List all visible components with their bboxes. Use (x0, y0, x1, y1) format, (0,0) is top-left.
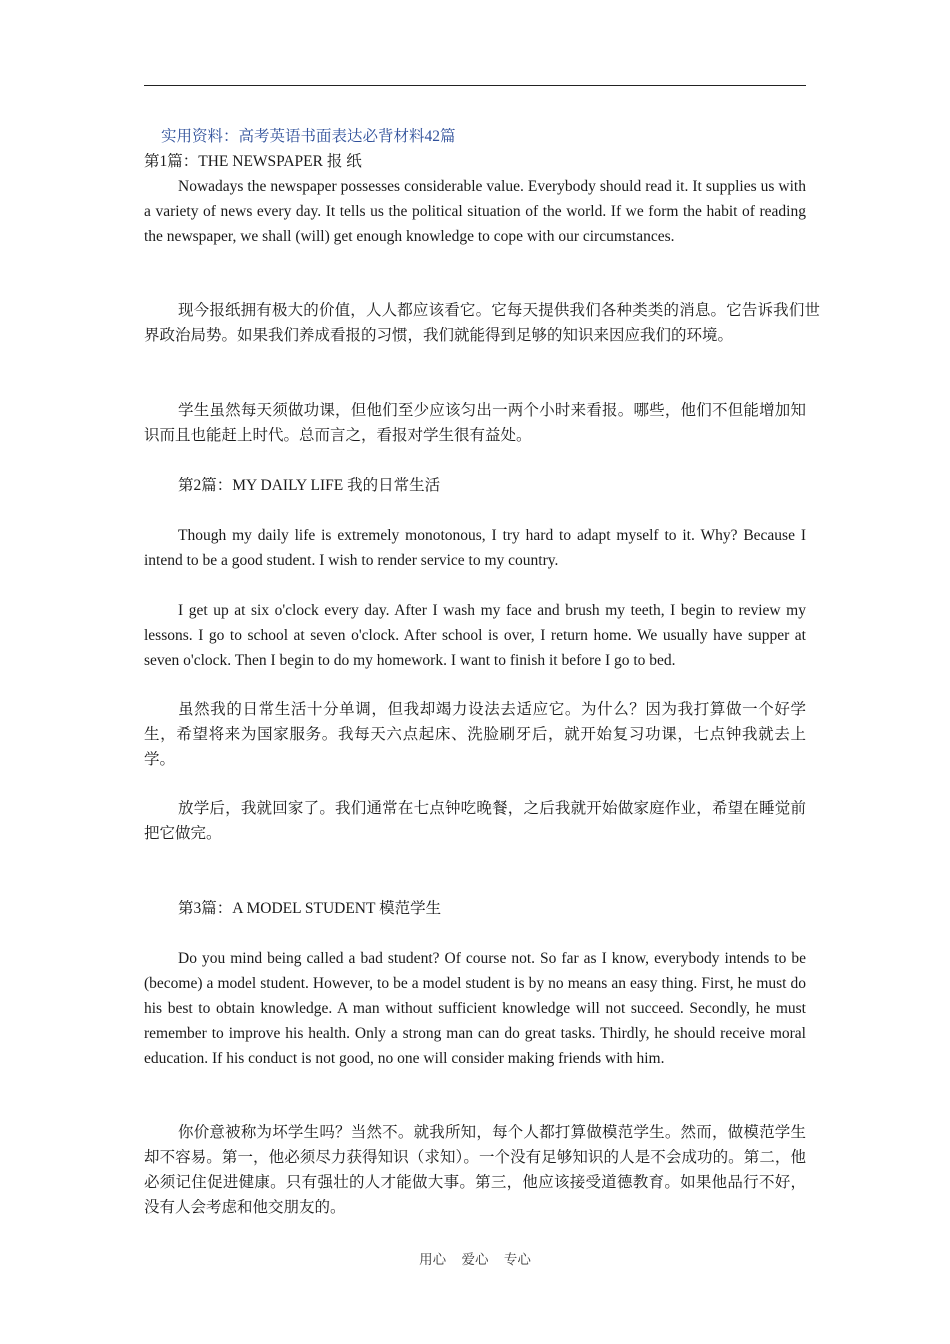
section-3-chinese-paragraph: 你价意被称为坏学生吗？当然不。就我所知，每个人都打算做模范学生。然而，做模范学生却不容易。第一，他必须尽力获得知识（求知）。一个没有足够知识的人是不会成功的。第二，他必须记住促进健康。只有强壮的人才能做大事。第三，他应该接受道德教育。如果他品行不好，没有人会考虑和他交朋友的。 (144, 1124, 806, 1216)
section-3-heading: 第3篇：A MODEL STUDENT 模范学生 (178, 900, 442, 917)
section-2-english-paragraph-2: I get up at six o'clock every day. After I wash my face and brush my teeth, I begin to review my lessons. I go to school at seven o'clock. After school is over, I return home. We usually have supper at seven o'clock. Then I begin to do my homework. I want to finish it before I go to bed. (144, 602, 806, 669)
section-2-chinese-paragraph-2: 放学后，我就回家了。我们通常在七点钟吃晚餐，之后我就开始做家庭作业，希望在睡觉前把它做完。 (144, 800, 806, 842)
section-2-heading: 第2篇：MY DAILY LIFE 我的日常生活 (178, 477, 441, 494)
document-title: 实用资料：高考英语书面表达必背材料42篇 (161, 128, 456, 145)
section-2-chinese-paragraph-1: 虽然我的日常生活十分单调，但我却竭力设法去适应它。为什么？因为我打算做一个好学生，希望将来为国家服务。我每天六点起床、洗脸刷牙后，就开始复习功课，七点钟我就去上学。 (144, 701, 806, 768)
section-2-english-paragraph-1: Though my daily life is extremely monotonous, I try hard to adapt myself to it. Why? Because I intend to be a good student. I wish to render service to my country. (144, 527, 806, 569)
section-1-english-paragraph: Nowadays the newspaper possesses considerable value. Everybody should read it. It supplies us with a variety of news every day. It tells us the political situation of the world. If we form the habit of reading the newspaper, we shall (will) get enough knowledge to cope with our circumstances. (144, 178, 806, 245)
header-rule (144, 85, 806, 86)
section-3-english-paragraph: Do you mind being called a bad student? Of course not. So far as I know, everybody intends to be (become) a model student. However, to be a model student is by no means an easy thing. First, he must do his best to obtain knowledge. A man without sufficient knowledge will not succeed. Secondly, he must remember to improve his health. Only a strong man can do great tasks. Thirdly, he should receive moral education. If his conduct is not good, no one will consider making friends with him. (144, 950, 806, 1067)
section-1-heading: 第1篇：THE NEWSPAPER 报 纸 (144, 153, 362, 170)
section-1-chinese-paragraph-2: 学生虽然每天须做功课，但他们至少应该匀出一两个小时来看报。哪些，他们不但能增加知识而且也能赶上时代。总而言之，看报对学生很有益处。 (144, 402, 806, 444)
section-1-chinese-paragraph-1: 现今报纸拥有极大的价值，人人都应该看它。它每天提供我们各种类类的消息。它告诉我们世界政治局势。如果我们养成看报的习惯，我们就能得到足够的知识来因应我们的环境。 (144, 302, 820, 344)
page-footer: 用心 爱心 专心 (419, 1252, 531, 1267)
